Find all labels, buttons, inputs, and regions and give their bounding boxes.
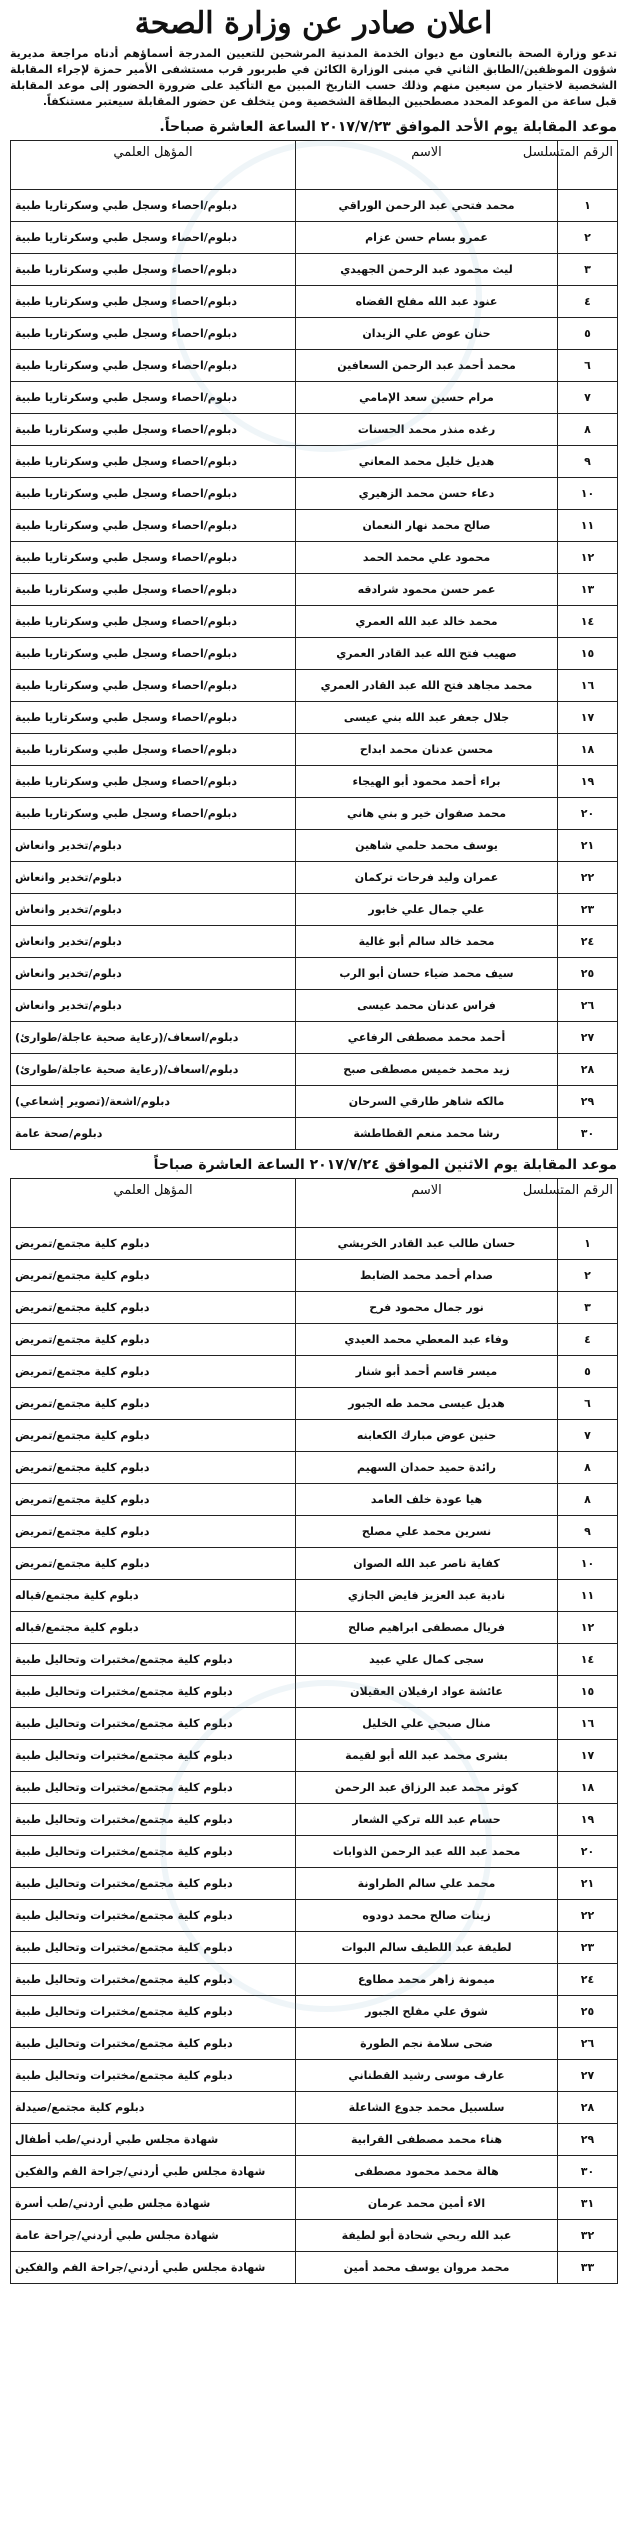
table-row [11, 350, 618, 382]
serial-cell: ٢٢ [558, 1900, 618, 1932]
qualification-cell: دبلوم كلية مجتمع/مختبرات وتحاليل طبية [11, 1900, 296, 1932]
table-header-row [11, 1179, 618, 1228]
qualification-cell: دبلوم/احصاء وسجل طبي وسكرتاريا طبية [11, 670, 296, 702]
name-cell: صدام أحمد محمد الضابط [296, 1260, 558, 1292]
table-row [11, 894, 618, 926]
serial-cell: ١١ [558, 510, 618, 542]
table-row [11, 1388, 618, 1420]
name-cell: يوسف محمد حلمي شاهين [296, 830, 558, 862]
name-cell: زينات صالح محمد دودوه [296, 1900, 558, 1932]
qualification-cell: دبلوم كلية مجتمع/مختبرات وتحاليل طبية [11, 1644, 296, 1676]
name-cell: فراس عدنان محمد عيسى [296, 990, 558, 1022]
name-cell: زيد محمد خميس مصطفى صبح [296, 1054, 558, 1086]
name-cell: هديل خليل محمد المعاني [296, 446, 558, 478]
name-cell: مرام حسين سعد الإمامي [296, 382, 558, 414]
table-row [11, 1548, 618, 1580]
page-title: اعلان صادر عن وزارة الصحة [134, 6, 493, 41]
qualification-cell: دبلوم كلية مجتمع/قباله [11, 1612, 296, 1644]
name-cell: سيف محمد ضياء حسان أبو الرب [296, 958, 558, 990]
intro-paragraph: تدعو وزارة الصحة بالتعاون مع ديوان الخدمة المدنية المرشحين للتعيين المدرجة أسماؤهم أدناه مراجعة مديرية شؤون الموظفين/الطابق الثاني في مبنى الوزارة الكائن في طبربور قرب مستشفى الأمير حمزة لإجراء المقابلة الشخصية لاختيار من سيعين منهم وذلك حسب التاريخ المبين مع التأكيد على ضرورة الحضور إلى موعد المقابلة قبل ساعة من الموعد المحدد مصطحبين البطاقة الشخصية ومن يتخلف عن حضور المقابلة سيعتبر مستنكفاً. [10, 47, 617, 108]
serial-cell: ١٢ [558, 1612, 618, 1644]
table-row [11, 958, 618, 990]
serial-cell: ٢٨ [558, 1054, 618, 1086]
table-row [11, 1644, 618, 1676]
candidates-table [10, 1178, 618, 2284]
serial-cell: ١٠ [558, 478, 618, 510]
serial-cell: ١٨ [558, 734, 618, 766]
table-row [11, 1932, 618, 1964]
table-row [11, 1516, 618, 1548]
name-cell: محمود علي محمد الحمد [296, 542, 558, 574]
table-row [11, 1086, 618, 1118]
serial-cell: ١ [558, 1228, 618, 1260]
name-cell: عارف موسى رشيد القطناني [296, 2060, 558, 2092]
table-row [11, 638, 618, 670]
qualification-cell: دبلوم/تخدير وانعاش [11, 926, 296, 958]
name-cell: عمر حسن محمود شرادقه [296, 574, 558, 606]
table-row [11, 1118, 618, 1150]
qualification-cell: دبلوم كلية مجتمع/مختبرات وتحاليل طبية [11, 1772, 296, 1804]
table-row [11, 446, 618, 478]
serial-cell: ٣ [558, 1292, 618, 1324]
serial-cell: ٨ [558, 414, 618, 446]
qualification-cell: دبلوم كلية مجتمع/مختبرات وتحاليل طبية [11, 1740, 296, 1772]
serial-cell: ٢٩ [558, 2124, 618, 2156]
qualification-cell: دبلوم/احصاء وسجل طبي وسكرتاريا طبية [11, 286, 296, 318]
serial-cell: ٣٣ [558, 2252, 618, 2284]
serial-cell: ٧ [558, 1420, 618, 1452]
serial-cell: ٢٤ [558, 926, 618, 958]
qualification-cell: دبلوم/احصاء وسجل طبي وسكرتاريا طبية [11, 766, 296, 798]
serial-cell: ١٥ [558, 638, 618, 670]
name-cell: صهيب فتح الله عبد القادر العمري [296, 638, 558, 670]
header-qualification: المؤهل العلمي [11, 1179, 296, 1228]
table-row [11, 2092, 618, 2124]
name-cell: كوثر محمد عبد الرزاق عبد الرحمن [296, 1772, 558, 1804]
table-row [11, 766, 618, 798]
serial-cell: ٢١ [558, 830, 618, 862]
name-cell: ميسر قاسم أحمد أبو شنار [296, 1356, 558, 1388]
serial-cell: ١٤ [558, 1644, 618, 1676]
name-cell: منال صبحي علي الخليل [296, 1708, 558, 1740]
serial-cell: ١٦ [558, 670, 618, 702]
name-cell: جلال جعفر عبد الله بني عيسى [296, 702, 558, 734]
table-row [11, 1804, 618, 1836]
qualification-cell: دبلوم كلية مجتمع/مختبرات وتحاليل طبية [11, 1868, 296, 1900]
header-qualification: المؤهل العلمي [11, 141, 296, 190]
qualification-cell: دبلوم/احصاء وسجل طبي وسكرتاريا طبية [11, 798, 296, 830]
table-row [11, 1772, 618, 1804]
section-heading: موعد المقابلة يوم الأحد الموافق ٢٠١٧/٧/٢٣ الساعة العاشرة صباحاً. [159, 119, 617, 135]
name-cell: سجى كمال علي عبيد [296, 1644, 558, 1676]
name-cell: حسام عبد الله تركي الشعار [296, 1804, 558, 1836]
qualification-cell: دبلوم كلية مجتمع/صيدلة [11, 2092, 296, 2124]
name-cell: ميمونة زاهر محمد مطاوع [296, 1964, 558, 1996]
qualification-cell: دبلوم/اشعة/(تصوير إشعاعي) [11, 1086, 296, 1118]
table-row [11, 1836, 618, 1868]
serial-cell: ١٩ [558, 1804, 618, 1836]
qualification-cell: دبلوم كلية مجتمع/تمريض [11, 1260, 296, 1292]
qualification-cell: دبلوم/احصاء وسجل طبي وسكرتاريا طبية [11, 222, 296, 254]
qualification-cell: دبلوم كلية مجتمع/مختبرات وتحاليل طبية [11, 1676, 296, 1708]
serial-cell: ٣١ [558, 2188, 618, 2220]
table-row [11, 1964, 618, 1996]
table-body [11, 190, 618, 1150]
serial-cell: ٦ [558, 350, 618, 382]
serial-cell: ٢٢ [558, 862, 618, 894]
qualification-cell: دبلوم/احصاء وسجل طبي وسكرتاريا طبية [11, 318, 296, 350]
table-row [11, 1228, 618, 1260]
name-cell: عمران وليد فرحات تركمان [296, 862, 558, 894]
name-cell: محمد خالد عبد الله العمري [296, 606, 558, 638]
name-cell: بشرى محمد عبد الله أبو لقيمة [296, 1740, 558, 1772]
serial-cell: ١٨ [558, 1772, 618, 1804]
qualification-cell: دبلوم/تخدير وانعاش [11, 894, 296, 926]
qualification-cell: دبلوم كلية مجتمع/قباله [11, 1580, 296, 1612]
header-name: الاسم [296, 1179, 558, 1228]
name-cell: عنود عبد الله مفلح القضاه [296, 286, 558, 318]
qualification-cell: دبلوم/احصاء وسجل طبي وسكرتاريا طبية [11, 478, 296, 510]
table-row [11, 1484, 618, 1516]
serial-cell: ٣ [558, 254, 618, 286]
table-row [11, 1022, 618, 1054]
serial-cell: ١٤ [558, 606, 618, 638]
table-row [11, 2252, 618, 2284]
header-serial: الرقم المتسلسل [558, 1179, 618, 1228]
name-cell: سلسبيل محمد جدوع الشاعلة [296, 2092, 558, 2124]
qualification-cell: دبلوم كلية مجتمع/مختبرات وتحاليل طبية [11, 1996, 296, 2028]
serial-cell: ٩ [558, 1516, 618, 1548]
name-cell: محمد فتحي عبد الرحمن الوراقي [296, 190, 558, 222]
serial-cell: ١٢ [558, 542, 618, 574]
qualification-cell: دبلوم/احصاء وسجل طبي وسكرتاريا طبية [11, 734, 296, 766]
serial-cell: ١٦ [558, 1708, 618, 1740]
serial-cell: ٢ [558, 1260, 618, 1292]
header-name: الاسم [296, 141, 558, 190]
qualification-cell: دبلوم/احصاء وسجل طبي وسكرتاريا طبية [11, 382, 296, 414]
name-cell: مالكه شاهر طارقي السرحان [296, 1086, 558, 1118]
table-row [11, 2028, 618, 2060]
qualification-cell: شهادة مجلس طبي أردني/طب أسرة [11, 2188, 296, 2220]
table-row [11, 926, 618, 958]
serial-cell: ٩ [558, 446, 618, 478]
name-cell: رائدة حميد حمدان السهيم [296, 1452, 558, 1484]
serial-cell: ٢٦ [558, 2028, 618, 2060]
serial-cell: ١٥ [558, 1676, 618, 1708]
name-cell: دعاء حسن محمد الزهيري [296, 478, 558, 510]
serial-cell: ٢٣ [558, 894, 618, 926]
serial-cell: ٢ [558, 222, 618, 254]
serial-cell: ٤ [558, 286, 618, 318]
table-row [11, 1708, 618, 1740]
name-cell: ليث محمود عبد الرحمن الجهيدي [296, 254, 558, 286]
name-cell: محسن عدنان محمد ابداح [296, 734, 558, 766]
table-row [11, 606, 618, 638]
qualification-cell: دبلوم/تخدير وانعاش [11, 830, 296, 862]
qualification-cell: دبلوم/صحة عامة [11, 1118, 296, 1150]
qualification-cell: دبلوم/احصاء وسجل طبي وسكرتاريا طبية [11, 542, 296, 574]
name-cell: محمد أحمد عبد الرحمن السعافين [296, 350, 558, 382]
serial-cell: ٣٠ [558, 2156, 618, 2188]
table-row [11, 2124, 618, 2156]
qualification-cell: دبلوم/احصاء وسجل طبي وسكرتاريا طبية [11, 254, 296, 286]
table-row [11, 2188, 618, 2220]
qualification-cell: دبلوم/احصاء وسجل طبي وسكرتاريا طبية [11, 350, 296, 382]
qualification-cell: دبلوم كلية مجتمع/مختبرات وتحاليل طبية [11, 1932, 296, 1964]
name-cell: عبد الله ربحي شحادة أبو لطيفة [296, 2220, 558, 2252]
qualification-cell: دبلوم كلية مجتمع/تمريض [11, 1324, 296, 1356]
serial-cell: ٢٦ [558, 990, 618, 1022]
table-row [11, 1740, 618, 1772]
table-row [11, 222, 618, 254]
table-row [11, 2220, 618, 2252]
serial-cell: ٢٧ [558, 2060, 618, 2092]
qualification-cell: دبلوم/احصاء وسجل طبي وسكرتاريا طبية [11, 446, 296, 478]
name-cell: فريال مصطفى ابراهيم صالح [296, 1612, 558, 1644]
serial-cell: ٨ [558, 1452, 618, 1484]
name-cell: محمد مروان يوسف محمد أمين [296, 2252, 558, 2284]
serial-cell: ٢٧ [558, 1022, 618, 1054]
qualification-cell: دبلوم كلية مجتمع/مختبرات وتحاليل طبية [11, 1836, 296, 1868]
serial-cell: ١ [558, 190, 618, 222]
qualification-cell: دبلوم كلية مجتمع/مختبرات وتحاليل طبية [11, 1964, 296, 1996]
name-cell: محمد علي سالم الطراونة [296, 1868, 558, 1900]
name-cell: نسرين محمد علي مصلح [296, 1516, 558, 1548]
name-cell: محمد خالد سالم أبو غالية [296, 926, 558, 958]
serial-cell: ٢٩ [558, 1086, 618, 1118]
name-cell: نور جمال محمود فرح [296, 1292, 558, 1324]
serial-cell: ١٧ [558, 702, 618, 734]
table-row [11, 510, 618, 542]
serial-cell: ٦ [558, 1388, 618, 1420]
table-row [11, 1900, 618, 1932]
name-cell: عمرو بسام حسن عزام [296, 222, 558, 254]
table-row [11, 318, 618, 350]
table-row [11, 574, 618, 606]
serial-cell: ١٧ [558, 1740, 618, 1772]
qualification-cell: دبلوم/احصاء وسجل طبي وسكرتاريا طبية [11, 574, 296, 606]
qualification-cell: دبلوم كلية مجتمع/تمريض [11, 1548, 296, 1580]
table-row [11, 2156, 618, 2188]
name-cell: براء أحمد محمود أبو الهيجاء [296, 766, 558, 798]
qualification-cell: دبلوم كلية مجتمع/تمريض [11, 1292, 296, 1324]
qualification-cell: دبلوم كلية مجتمع/مختبرات وتحاليل طبية [11, 1708, 296, 1740]
serial-cell: ٢١ [558, 1868, 618, 1900]
table-row [11, 1260, 618, 1292]
table-row [11, 382, 618, 414]
qualification-cell: دبلوم كلية مجتمع/مختبرات وتحاليل طبية [11, 1804, 296, 1836]
qualification-cell: شهادة مجلس طبي أردني/طب أطفال [11, 2124, 296, 2156]
name-cell: محمد عبد الله عبد الرحمن الذوابات [296, 1836, 558, 1868]
table-row [11, 1292, 618, 1324]
name-cell: هالة محمد محمود مصطفى [296, 2156, 558, 2188]
name-cell: هديل عيسى محمد طه الجبور [296, 1388, 558, 1420]
section-heading: موعد المقابلة يوم الاثنين الموافق ٢٠١٧/٧/٢٤ الساعة العاشرة صباحاً [153, 1157, 617, 1173]
serial-cell: ٢٠ [558, 1836, 618, 1868]
qualification-cell: دبلوم/احصاء وسجل طبي وسكرتاريا طبية [11, 190, 296, 222]
name-cell: محمد مجاهد فتح الله عبد القادر العمري [296, 670, 558, 702]
name-cell: رغده منذر محمد الحسنات [296, 414, 558, 446]
name-cell: هناء محمد مصطفى القرابية [296, 2124, 558, 2156]
name-cell: ضحى سلامة نجم الطورة [296, 2028, 558, 2060]
name-cell: عائشة عواد ارفيلان العقيلان [296, 1676, 558, 1708]
serial-cell: ٢٤ [558, 1964, 618, 1996]
table-row [11, 1868, 618, 1900]
table-row [11, 190, 618, 222]
serial-cell: ٢٥ [558, 958, 618, 990]
table-row [11, 1996, 618, 2028]
name-cell: كفاية ناصر عبد الله الصوان [296, 1548, 558, 1580]
qualification-cell: دبلوم/تخدير وانعاش [11, 958, 296, 990]
serial-cell: ٢٨ [558, 2092, 618, 2124]
name-cell: وفاء عبد المعطي محمد العيدي [296, 1324, 558, 1356]
serial-cell: ٣٠ [558, 1118, 618, 1150]
qualification-cell: دبلوم/احصاء وسجل طبي وسكرتاريا طبية [11, 606, 296, 638]
name-cell: شوق علي مفلح الجبور [296, 1996, 558, 2028]
table-row [11, 1420, 618, 1452]
table-row [11, 734, 618, 766]
candidates-table [10, 140, 618, 1150]
name-cell: حسان طالب عبد القادر الخريشي [296, 1228, 558, 1260]
table-row [11, 542, 618, 574]
name-cell: علي جمال علي خابور [296, 894, 558, 926]
serial-cell: ٢٣ [558, 1932, 618, 1964]
qualification-cell: دبلوم/احصاء وسجل طبي وسكرتاريا طبية [11, 414, 296, 446]
table-row [11, 2060, 618, 2092]
qualification-cell: دبلوم كلية مجتمع/تمريض [11, 1420, 296, 1452]
serial-cell: ٨ [558, 1484, 618, 1516]
qualification-cell: دبلوم كلية مجتمع/تمريض [11, 1452, 296, 1484]
qualification-cell: شهادة مجلس طبي أردني/جراحة عامة [11, 2220, 296, 2252]
qualification-cell: دبلوم كلية مجتمع/مختبرات وتحاليل طبية [11, 2028, 296, 2060]
table-row [11, 254, 618, 286]
qualification-cell: دبلوم/اسعاف/(رعاية صحية عاجلة/طوارئ) [11, 1022, 296, 1054]
qualification-cell: دبلوم كلية مجتمع/تمريض [11, 1484, 296, 1516]
table-header-row [11, 141, 618, 190]
serial-cell: ٧ [558, 382, 618, 414]
serial-cell: ٤ [558, 1324, 618, 1356]
qualification-cell: دبلوم/احصاء وسجل طبي وسكرتاريا طبية [11, 638, 296, 670]
serial-cell: ١٩ [558, 766, 618, 798]
serial-cell: ١٣ [558, 574, 618, 606]
qualification-cell: دبلوم كلية مجتمع/تمريض [11, 1228, 296, 1260]
qualification-cell: دبلوم/اسعاف/(رعاية صحية عاجلة/طوارئ) [11, 1054, 296, 1086]
serial-cell: ١٠ [558, 1548, 618, 1580]
table-row [11, 670, 618, 702]
qualification-cell: دبلوم كلية مجتمع/تمريض [11, 1388, 296, 1420]
qualification-cell: دبلوم/تخدير وانعاش [11, 990, 296, 1022]
qualification-cell: دبلوم/تخدير وانعاش [11, 862, 296, 894]
table-row [11, 1676, 618, 1708]
name-cell: صالح محمد نهار النعمان [296, 510, 558, 542]
qualification-cell: دبلوم كلية مجتمع/تمريض [11, 1516, 296, 1548]
qualification-cell: شهادة مجلس طبي أردني/جراحة الفم والفكين [11, 2252, 296, 2284]
table-row [11, 414, 618, 446]
name-cell: هيا عودة خلف العامد [296, 1484, 558, 1516]
qualification-cell: دبلوم كلية مجتمع/مختبرات وتحاليل طبية [11, 2060, 296, 2092]
table-row [11, 1580, 618, 1612]
table-row [11, 830, 618, 862]
serial-cell: ٣٢ [558, 2220, 618, 2252]
name-cell: الاء أمين محمد عرمان [296, 2188, 558, 2220]
announcement-page [10, 0, 617, 2284]
name-cell: لطيفة عبد اللطيف سالم البوات [296, 1932, 558, 1964]
serial-cell: ٥ [558, 1356, 618, 1388]
name-cell: نادية عبد العزيز فايض الجازي [296, 1580, 558, 1612]
table-row [11, 1054, 618, 1086]
table-row [11, 1612, 618, 1644]
table-row [11, 1356, 618, 1388]
qualification-cell: دبلوم/احصاء وسجل طبي وسكرتاريا طبية [11, 702, 296, 734]
qualification-cell: دبلوم كلية مجتمع/تمريض [11, 1356, 296, 1388]
serial-cell: ٢٥ [558, 1996, 618, 2028]
table-row [11, 1452, 618, 1484]
name-cell: حنين عوض مبارك الكعابنه [296, 1420, 558, 1452]
table-row [11, 990, 618, 1022]
qualification-cell: دبلوم/احصاء وسجل طبي وسكرتاريا طبية [11, 510, 296, 542]
qualification-cell: شهادة مجلس طبي أردني/جراحة الفم والفكين [11, 2156, 296, 2188]
table-row [11, 286, 618, 318]
table-row [11, 798, 618, 830]
serial-cell: ١١ [558, 1580, 618, 1612]
table-row [11, 1324, 618, 1356]
name-cell: أحمد محمد مصطفى الرفاعي [296, 1022, 558, 1054]
table-body [11, 1228, 618, 2284]
name-cell: حنان عوض علي الزيدان [296, 318, 558, 350]
table-row [11, 478, 618, 510]
serial-cell: ٢٠ [558, 798, 618, 830]
name-cell: رشا محمد منعم القطاطشة [296, 1118, 558, 1150]
table-row [11, 702, 618, 734]
serial-cell: ٥ [558, 318, 618, 350]
name-cell: محمد صفوان خير و بني هاني [296, 798, 558, 830]
header-serial: الرقم المتسلسل [558, 141, 618, 190]
table-row [11, 862, 618, 894]
